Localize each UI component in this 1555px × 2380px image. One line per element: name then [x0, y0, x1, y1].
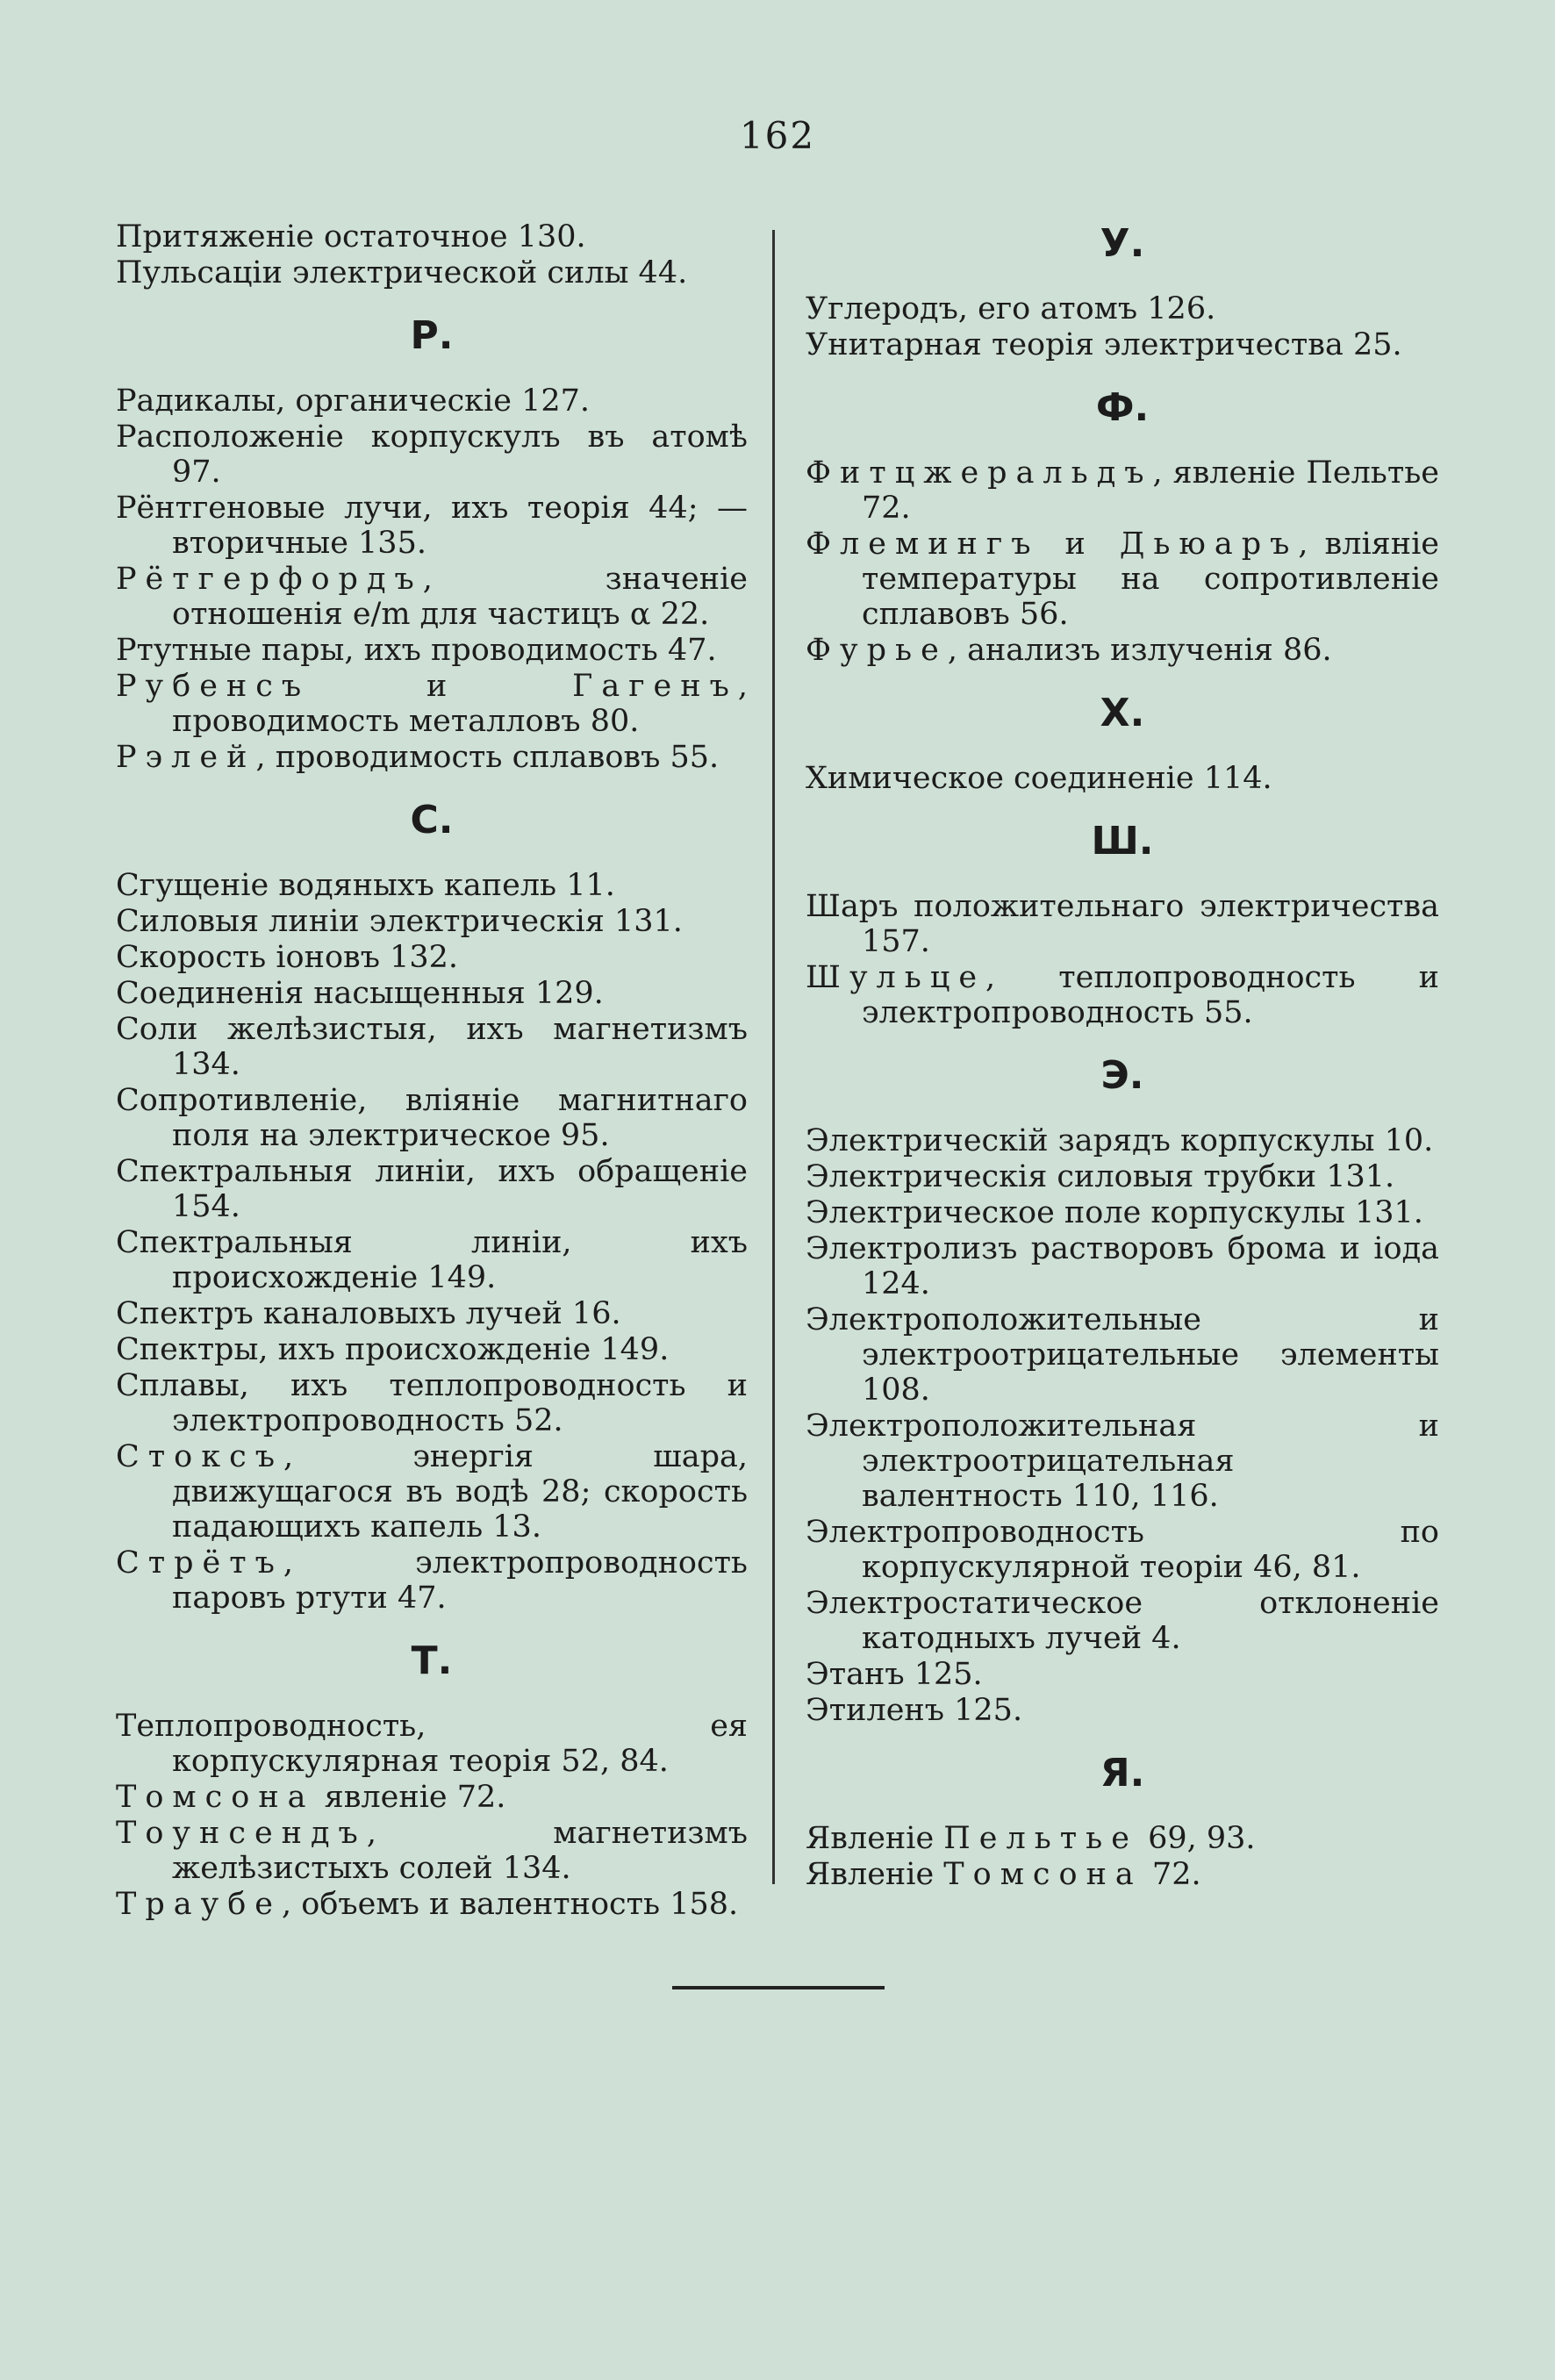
entry-name-spaced: Фитцжеральдъ: [806, 455, 1153, 491]
entry-text: Спектральныя линіи, ихъ обращеніе 154.: [116, 1154, 748, 1224]
section-letter-t: Т.: [411, 1638, 453, 1683]
index-entry: [116, 1296, 748, 1331]
section-r-entries: [116, 384, 748, 775]
index-entry: [116, 1012, 748, 1082]
index-entry: [116, 219, 748, 254]
entry-text: Пульсаціи электрической силы 44.: [116, 255, 688, 290]
section-letter-h: Х.: [1100, 691, 1145, 735]
entry-text: Электроположительная и электроотрицательная валентность 110, 116.: [806, 1409, 1439, 1514]
entry-text: Сгущеніе водяныхъ капель 11.: [116, 868, 615, 903]
entry-text: , энергія шара, движущагося въ водѣ 28; скорость падающихъ капель 13.: [172, 1439, 748, 1545]
entry-text: явленіе 72.: [314, 1780, 506, 1815]
section-letter-ya: Я.: [1100, 1751, 1145, 1796]
entry-text: Электроположительные и электроотрицательные элементы 108.: [806, 1302, 1439, 1408]
entry-text: Ртутные пары, ихъ проводимость 47.: [116, 633, 717, 668]
index-entry: [806, 1821, 1439, 1856]
entry-name-spaced: Пельтье: [943, 1821, 1138, 1856]
index-entry: [806, 1857, 1439, 1892]
entry-text: Спектры, ихъ происхожденіе 149.: [116, 1332, 670, 1367]
entry-text: Сопротивленіе, вліяніе магнитнаго поля на электрическое 95.: [116, 1083, 748, 1153]
index-entry: [806, 1409, 1439, 1514]
index-entry: [116, 1154, 748, 1224]
entry-text: 72.: [1142, 1857, 1201, 1892]
index-entry: [116, 562, 748, 632]
index-entry: [116, 976, 748, 1011]
section-sh-entries: [806, 889, 1439, 1030]
index-entry: [806, 889, 1439, 959]
entry-text: Притяженіе остаточное 130.: [116, 219, 586, 254]
section-letter-f: Ф.: [1095, 385, 1150, 430]
index-entry: [806, 761, 1439, 796]
index-entry: [116, 384, 748, 419]
entry-text: Сплавы, ихъ теплопроводность и электропроводность 52.: [116, 1368, 748, 1438]
entry-text: Явленіе: [806, 1821, 944, 1856]
index-entry: [806, 1195, 1439, 1230]
entry-text: Унитарная теорія электричества 25.: [806, 327, 1402, 362]
index-entry: [116, 1225, 748, 1295]
index-entry: [116, 1083, 748, 1153]
index-entry: [116, 940, 748, 975]
page-number: 162: [739, 114, 816, 157]
section-letter-e: Э.: [1100, 1053, 1144, 1098]
entry-text: Соли желѣзистыя, ихъ магнетизмъ 134.: [116, 1012, 748, 1082]
section-h-entries: [806, 761, 1439, 796]
entry-name-spaced: Шульце: [806, 960, 986, 995]
entry-text: , проводимость сплавовъ 55.: [255, 740, 720, 775]
entry-text: , проводимость металловъ 80.: [172, 669, 748, 739]
index-entry: [116, 1545, 748, 1616]
index-entry: [806, 1231, 1439, 1301]
index-entry: [806, 633, 1439, 668]
entry-text: Скорость іоновъ 132.: [116, 940, 459, 975]
entry-text: Этанъ 125.: [806, 1657, 983, 1692]
section-top-entries: [116, 219, 748, 290]
left-column: [116, 219, 748, 1923]
section-u-entries: [806, 291, 1439, 362]
entry-text: Электропроводность по корпускулярной теоріи 46, 81.: [806, 1515, 1439, 1585]
right-column: [806, 219, 1439, 1893]
index-entry: [806, 455, 1439, 526]
section-e-entries: [806, 1123, 1439, 1728]
end-rule: [672, 1986, 885, 1989]
index-entry: [116, 419, 748, 490]
entry-name-spaced: Стоксъ: [116, 1439, 283, 1474]
entry-text: Электролизъ растворовъ брома и іода 124.: [806, 1231, 1439, 1301]
entry-text: Шаръ положительнаго электричества 157.: [806, 889, 1439, 959]
index-entry: [806, 960, 1439, 1030]
index-entry: [116, 1368, 748, 1438]
section-letter-s: С.: [410, 798, 454, 842]
column-divider: [772, 230, 775, 1884]
section-letter-u: У.: [1100, 221, 1145, 266]
entry-name-spaced: Томсона: [116, 1780, 315, 1815]
index-entry: [806, 1123, 1439, 1158]
index-entry: [116, 633, 748, 668]
index-entry: [806, 1302, 1439, 1408]
entry-text: , анализъ излученія 86.: [947, 633, 1332, 668]
entry-name-spaced: Томсона: [943, 1857, 1143, 1892]
entry-text: , магнетизмъ желѣзистыхъ солей 134.: [172, 1816, 748, 1886]
index-entry: [806, 1657, 1439, 1692]
entry-text: Химическое соединеніе 114.: [806, 761, 1272, 796]
index-entry: [116, 1780, 748, 1815]
entry-text: Электростатическое отклоненіе катодныхъ лучей 4.: [806, 1586, 1439, 1656]
index-entry: [806, 1693, 1439, 1728]
entry-text: Углеродъ, его атомъ 126.: [806, 291, 1216, 326]
entry-name-spaced: Фурье: [806, 633, 948, 668]
index-entry: [116, 1887, 748, 1922]
entry-text: Рёнтгеновые лучи, ихъ теорія 44; —вторичные 135.: [116, 491, 748, 561]
index-entry: [116, 904, 748, 939]
entry-text: , вліяніе температуры на сопротивленіе сплавовъ 56.: [862, 527, 1439, 632]
entry-text: Радикалы, органическіе 127.: [116, 384, 591, 419]
entry-name-spaced: Флемингъ и Дьюаръ: [806, 527, 1299, 562]
entry-text: Этиленъ 125.: [806, 1693, 1023, 1728]
index-entry: [116, 255, 748, 290]
section-ya-entries: [806, 1821, 1439, 1892]
index-entry: [806, 327, 1439, 362]
index-entry: [116, 1816, 748, 1886]
index-entry: [116, 491, 748, 561]
index-entry: [116, 740, 748, 775]
index-entry: [116, 1332, 748, 1367]
index-entry: [116, 868, 748, 903]
index-entry: [806, 527, 1439, 632]
entry-text: , значеніе отношенія e/m для частицъ α 22.: [172, 562, 748, 632]
entry-text: Электрическій зарядъ корпускулы 10.: [806, 1123, 1434, 1158]
section-letter-sh: Ш.: [1091, 819, 1154, 864]
entry-text: , теплопроводность и электропроводность 55.: [862, 960, 1439, 1030]
index-entry: [116, 669, 748, 739]
entry-name-spaced: Рубенсъ и Гагенъ: [116, 669, 738, 704]
index-entry: [806, 291, 1439, 326]
index-entry: [116, 1439, 748, 1545]
index-entry: [806, 1515, 1439, 1585]
entry-text: Явленіе: [806, 1857, 944, 1892]
entry-name-spaced: Траубе: [116, 1887, 282, 1922]
section-f-entries: [806, 455, 1439, 668]
index-entry: [116, 1709, 748, 1779]
entry-text: Спектральныя линіи, ихъ происхожденіе 149.: [116, 1225, 748, 1295]
entry-text: 69, 93.: [1137, 1821, 1256, 1856]
section-s-entries: [116, 868, 748, 1616]
section-t-entries: [116, 1709, 748, 1922]
entry-text: Силовыя линіи электрическія 131.: [116, 904, 683, 939]
entry-text: , явленіе Пельтье 72.: [862, 455, 1439, 526]
section-letter-r: Р.: [410, 313, 454, 358]
entry-text: Электрическія силовыя трубки 131.: [806, 1159, 1395, 1194]
index-entry: [806, 1586, 1439, 1656]
entry-name-spaced: Стрётъ: [116, 1545, 283, 1581]
entry-text: Спектръ каналовыхъ лучей 16.: [116, 1296, 621, 1331]
entry-text: Расположеніе корпускулъ въ атомѣ 97.: [116, 419, 748, 490]
entry-text: , электропроводность паровъ ртути 47.: [172, 1545, 748, 1616]
entry-text: , объемъ и валентность 158.: [282, 1887, 739, 1922]
index-entry: [806, 1159, 1439, 1194]
entry-text: Электрическое поле корпускулы 131.: [806, 1195, 1423, 1230]
entry-name-spaced: Тоунсендъ: [116, 1816, 367, 1851]
entry-text: Соединенія насыщенныя 129.: [116, 976, 604, 1011]
entry-name-spaced: Рэлей: [116, 740, 256, 775]
entry-text: Теплопроводность, ея корпускулярная теорія 52, 84.: [116, 1709, 748, 1779]
entry-name-spaced: Рётгерфордъ: [116, 562, 423, 597]
